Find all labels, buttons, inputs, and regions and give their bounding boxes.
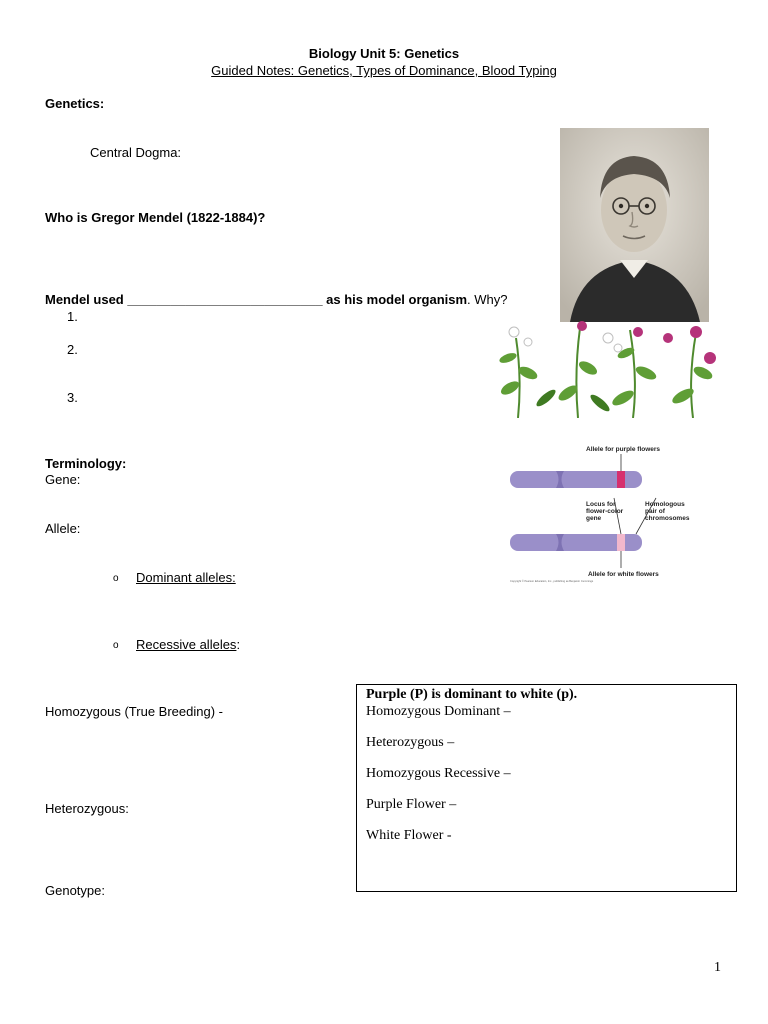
box-line-white-flower: White Flower - [366, 828, 452, 843]
bullet-dominant: o [113, 573, 119, 584]
label-locus-2: flower-color [586, 508, 624, 515]
label-locus-1: Locus for [586, 501, 616, 508]
figure-copyright: Copyright © Pearson Education, Inc., publishing as Benjamin Cummings [510, 580, 594, 583]
chromosome-drawing [506, 440, 706, 585]
genetics-heading: Genetics: [45, 96, 105, 111]
box-line-heterozygous: Heterozygous – [366, 735, 455, 750]
label-homologous-3: chromosomes [645, 515, 690, 522]
reason-2: 2. [67, 342, 78, 357]
allele-label: Allele: [45, 521, 81, 536]
label-locus-3: gene [586, 515, 602, 522]
dominance-box-heading: Purple (P) is dominant to white (p). [366, 687, 578, 702]
mendel-question: Who is Gregor Mendel (1822-1884)? [45, 210, 266, 225]
label-homologous-1: Homologous [645, 501, 685, 508]
recessive-colon: : [236, 637, 241, 652]
label-homologous-2: pair of [645, 508, 665, 515]
recessive-alleles-label: Recessive alleles [136, 637, 237, 652]
mendel-used-tail: . Why? [467, 292, 508, 307]
genotype-label: Genotype: [45, 883, 105, 898]
page-number: 1 [714, 960, 721, 975]
gene-label: Gene: [45, 472, 81, 487]
box-line-homozygous-recessive: Homozygous Recessive – [366, 766, 511, 781]
recessive-alleles-line [136, 637, 240, 652]
mendel-used-line [45, 292, 508, 307]
box-line-homozygous-dominant: Homozygous Dominant – [366, 704, 511, 719]
document-subtitle: Guided Notes: Genetics, Types of Dominance, Blood Typing [211, 63, 557, 78]
mendel-portrait-drawing [560, 128, 709, 322]
label-allele-white: Allele for white flowers [588, 571, 659, 578]
allele-purple-band [617, 471, 625, 488]
dominant-alleles-label: Dominant alleles: [136, 570, 236, 585]
mendel-used-bold: Mendel used ___________________________ as his model organism [45, 292, 468, 307]
terminology-heading: Terminology: [45, 456, 127, 471]
allele-white-band [617, 534, 625, 551]
reason-1: 1. [67, 309, 78, 324]
heterozygous-label: Heterozygous: [45, 801, 129, 816]
reason-3: 3. [67, 390, 78, 405]
pea-plants-image [488, 318, 724, 418]
pea-plants-drawing [488, 318, 724, 418]
homozygous-label: Homozygous (True Breeding) - [45, 704, 223, 719]
central-dogma-label: Central Dogma: [90, 145, 182, 160]
chromosome-diagram [506, 440, 706, 585]
box-line-purple-flower: Purple Flower – [366, 797, 457, 812]
bullet-recessive: o [113, 640, 119, 651]
label-allele-purple: Allele for purple flowers [586, 446, 661, 453]
document-title: Biology Unit 5: Genetics [308, 46, 460, 61]
mendel-portrait [560, 128, 709, 322]
dominance-box [356, 684, 737, 892]
